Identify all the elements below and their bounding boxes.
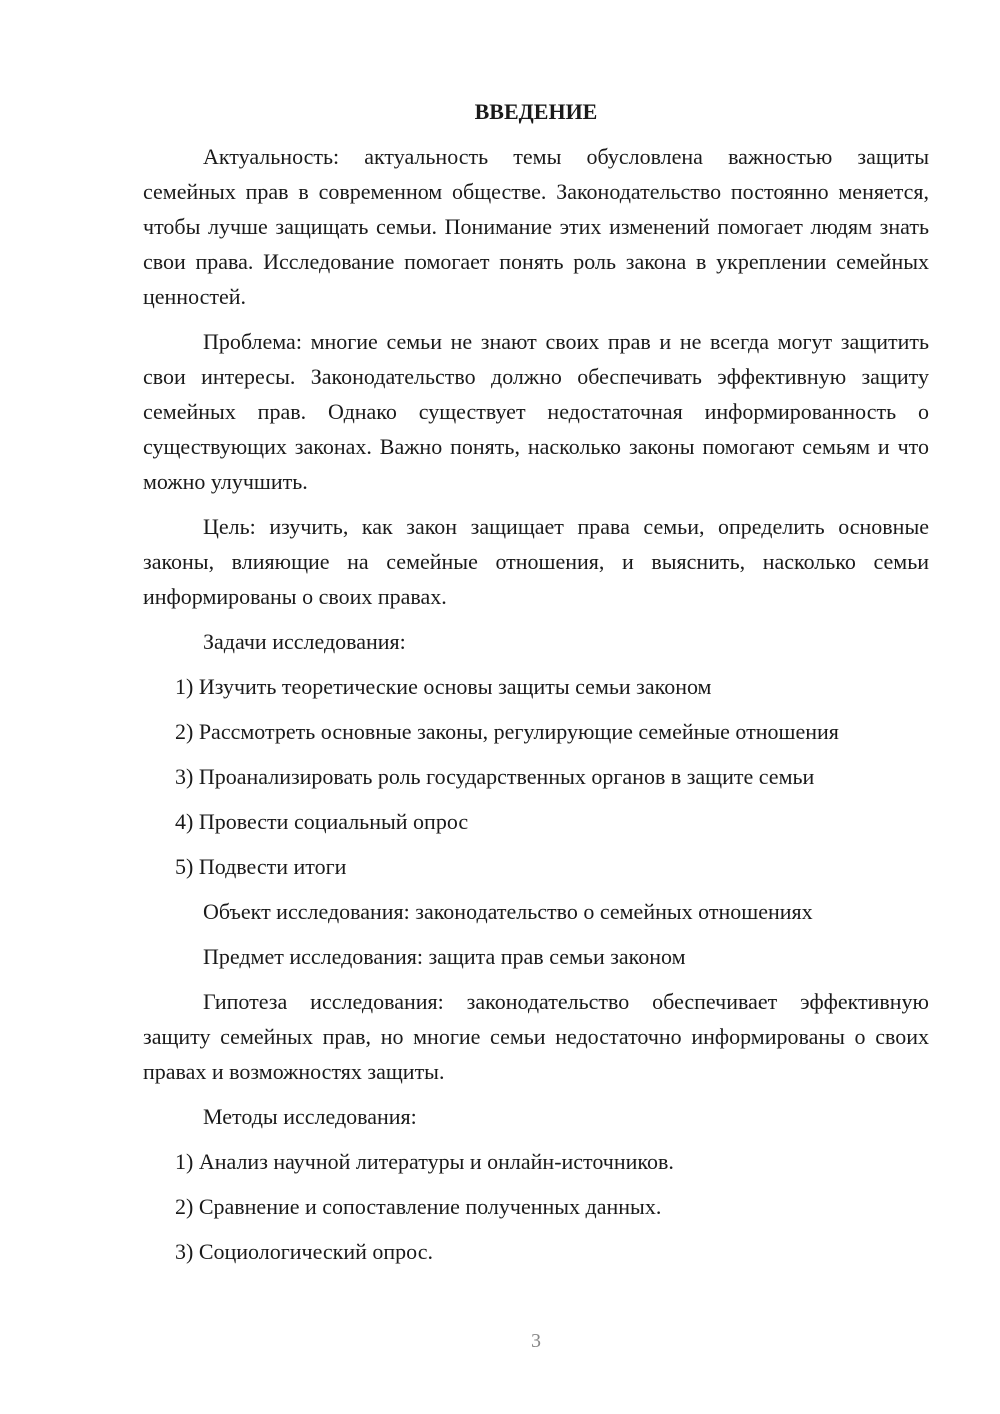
page-content — [143, 94, 929, 1279]
list-item: 2) Сравнение и сопоставление полученных данных. — [175, 1194, 662, 1219]
list-item: 1) Анализ научной литературы и онлайн-источников. — [175, 1149, 674, 1174]
problem-paragraph: Проблема: многие семьи не знают своих прав и не всегда могут защитить свои интересы. Законодательство должно обеспечивать эффективную защиту семейных прав. Однако существует недостаточная информированность о существующих законах. Важно понять, насколько законы помогают семьям и что можно улучшить. — [143, 329, 929, 494]
methods-list — [143, 1144, 929, 1269]
object-line: Объект исследования: законодательство о семейных отношениях — [203, 899, 813, 924]
list-item: 1) Изучить теоретические основы защиты семьи законом — [175, 674, 712, 699]
section-heading: ВВЕДЕНИЕ — [474, 99, 598, 124]
list-item: 3) Социологический опрос. — [175, 1239, 433, 1264]
relevance-paragraph: Актуальность: актуальность темы обусловлена важностью защиты семейных прав в современном обществе. Законодательство постоянно меняется, чтобы лучше защищать семьи. Понимание этих изменений помогает людям знать свои права. Исследование помогает понять роль закона в укреплении семейных ценностей. — [143, 144, 929, 309]
list-item: 5) Подвести итоги — [175, 854, 347, 879]
subject-line: Предмет исследования: защита прав семьи законом — [203, 944, 686, 969]
list-item: 2) Рассмотреть основные законы, регулирующие семейные отношения — [175, 719, 839, 744]
page-number: 3 — [531, 1330, 541, 1352]
list-item: 3) Проанализировать роль государственных органов в защите семьи — [175, 764, 815, 789]
hypothesis-paragraph: Гипотеза исследования: законодательство обеспечивает эффективную защиту семейных прав, но многие семьи недостаточно информированы о своих правах и возможностях защиты. — [143, 989, 929, 1084]
list-item: 4) Провести социальный опрос — [175, 809, 469, 834]
tasks-list — [143, 669, 929, 884]
tasks-label: Задачи исследования: — [203, 629, 406, 654]
goal-paragraph: Цель: изучить, как закон защищает права семьи, определить основные законы, влияющие на семейные отношения, и выяснить, насколько семьи информированы о своих правах. — [143, 514, 929, 609]
methods-label: Методы исследования: — [203, 1104, 417, 1129]
